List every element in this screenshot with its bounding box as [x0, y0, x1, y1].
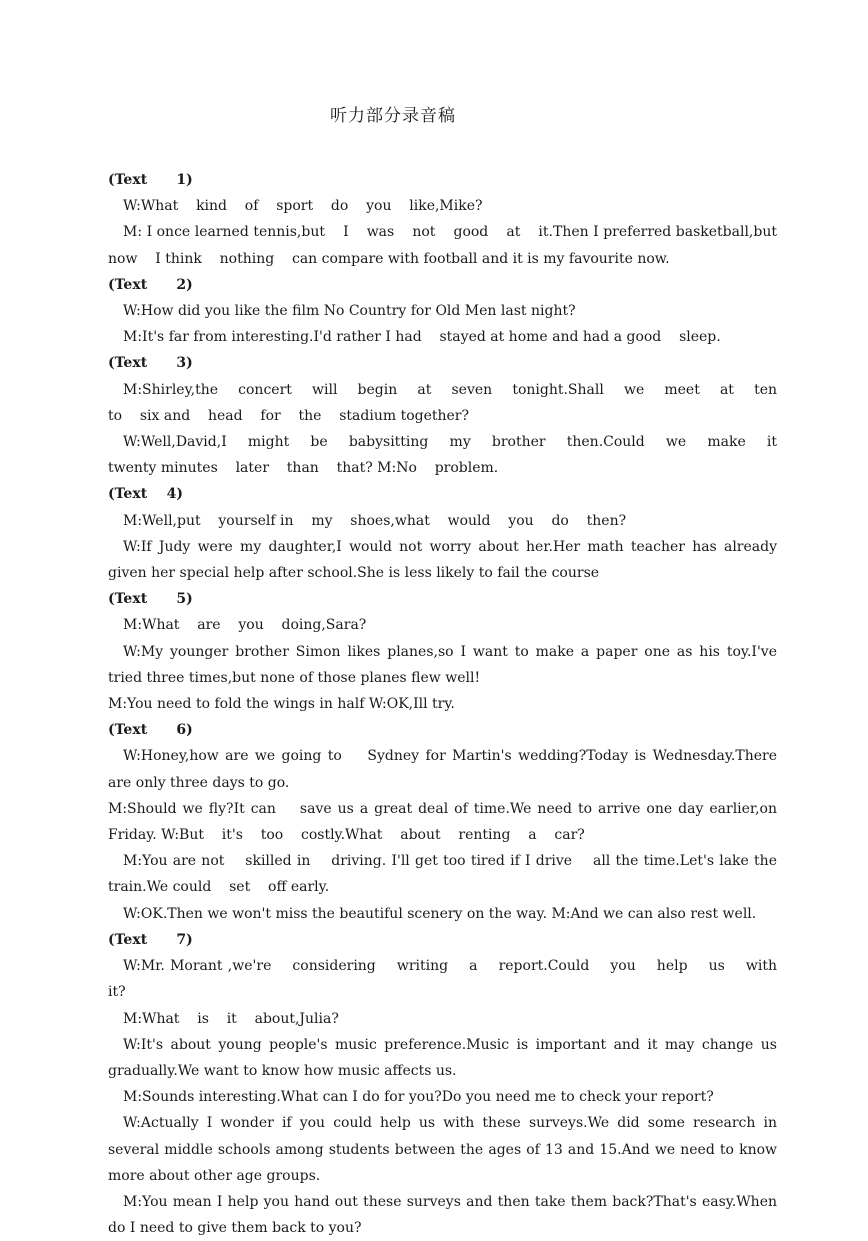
dialogue-paragraph: M:Well,put yourself in my shoes,what would you do then?: [123, 512, 627, 529]
dialogue-paragraph: W:OK.Then we won't miss the beautiful scenery on the way. M:And we can also rest well.: [123, 905, 757, 922]
dialogue-paragraph: M:It's far from interesting.I'd rather I had stayed at home and had a good sleep.: [123, 329, 721, 346]
section-heading: (Text 5): [108, 591, 193, 608]
dialogue-paragraph: M:Sounds interesting.What can I do for you?Do you need me to check your report?: [123, 1089, 714, 1106]
dialogue-paragraph: W:Mr. Morant ,we're considering writing a report.Could you help us with it?: [108, 958, 795, 1001]
dialogue-paragraph: W:Actually I wonder if you could help us with these surveys.We did some research in several middle schools among students between the ages of 13 and 15.And we need to know more about other age groups.: [108, 1115, 782, 1184]
page-title: 听力部分录音稿: [330, 106, 456, 126]
dialogue-paragraph: M: I once learned tennis,but I was not good at it.Then I preferred basketball,but now I think nothing can compare with football and it is my favourite now.: [108, 224, 795, 267]
dialogue-paragraph: M:What is it about,Julia?: [123, 1010, 339, 1027]
dialogue-paragraph: W:How did you like the film No Country for Old Men last night?: [123, 303, 576, 320]
dialogue-paragraph: W:It's about young people's music preference.Music is important and it may change us gradually.We want to know how music affects us.: [108, 1036, 782, 1079]
section-heading: (Text 3): [108, 355, 193, 372]
dialogue-paragraph: W:Well,David,I might be babysitting my brother then.Could we make it twenty minutes later than that? M:No problem.: [108, 434, 795, 477]
dialogue-paragraph: W:What kind of sport do you like,Mike?: [123, 198, 483, 215]
dialogue-paragraph: W:If Judy were my daughter,I would not worry about her.Her math teacher has already given her special help after school.She is less likely to fail the course: [108, 538, 782, 582]
transcript-body: [108, 167, 795, 1241]
dialogue-paragraph: M:You need to fold the wings in half W:OK,Ill try.: [108, 696, 455, 713]
dialogue-paragraph: M:You are not skilled in driving. I'll get too tired if I drive all the time.Let's lake the train.We could set off early.: [108, 853, 782, 896]
section-heading: (Text 4): [108, 486, 184, 503]
dialogue-paragraph: M:Shirley,the concert will begin at seven tonight.Shall we meet at ten to six and head for the stadium together?: [108, 381, 795, 424]
dialogue-paragraph: W:Honey,how are we going to Sydney for Martin's wedding?Today is Wednesday.There are only three days to go.: [108, 748, 782, 791]
section-heading: (Text 6): [108, 722, 193, 739]
dialogue-paragraph: W:My younger brother Simon likes planes,so I want to make a paper one as his toy.I've tried three times,but none of those planes flew well!: [108, 643, 782, 686]
section-heading: (Text 7): [108, 931, 193, 948]
dialogue-paragraph: M:What are you doing,Sara?: [123, 617, 367, 634]
section-heading: (Text 2): [108, 276, 193, 293]
dialogue-paragraph: M:You mean I help you hand out these surveys and then take them back?That's easy.When do I need to give them back to you?: [108, 1193, 782, 1237]
dialogue-paragraph: M:Should we fly?It can save us a great deal of time.We need to arrive one day earlier,on Friday. W:But it's too costly.What about renting a car?: [108, 800, 782, 844]
section-heading: (Text 1): [108, 172, 193, 188]
